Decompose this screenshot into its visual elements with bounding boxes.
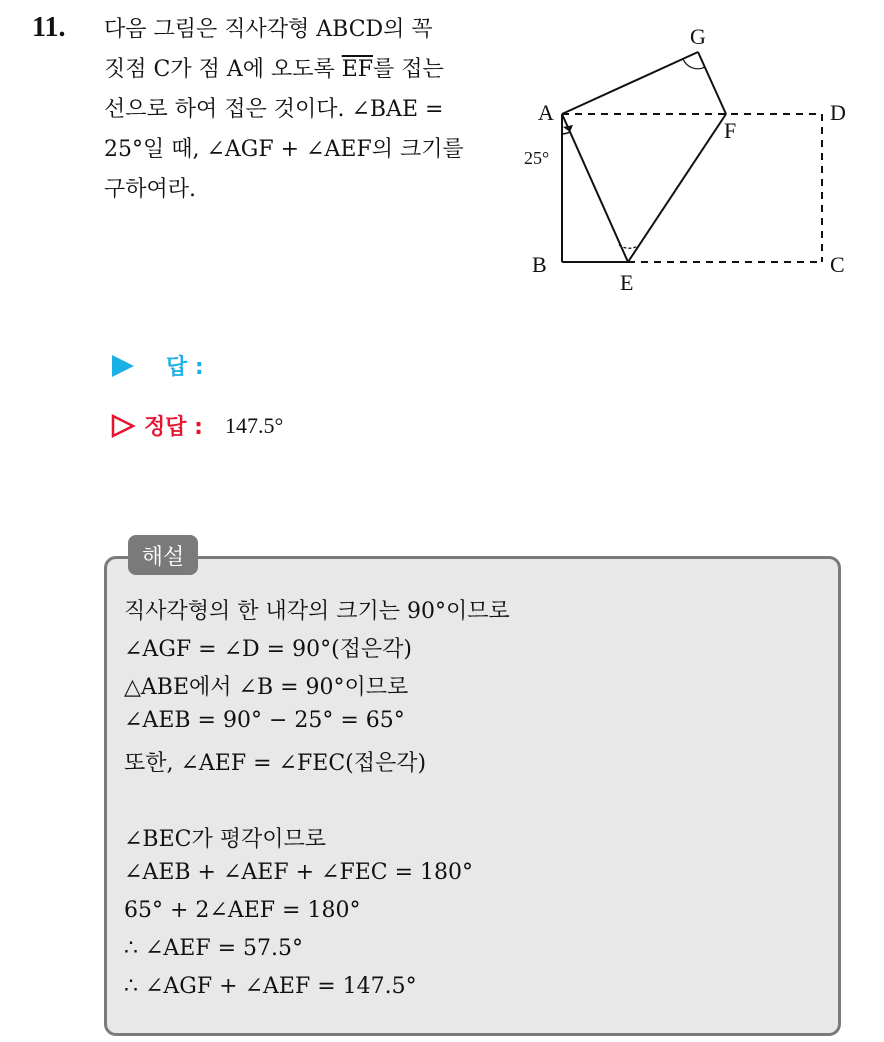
label-d: D [830,100,846,125]
solution-line-9: 65° + 2∠AEF = 180° [124,898,361,923]
solution-line-4: ∠AEB = 90° − 25° = 65° [124,708,405,733]
angle-arrow-icon [563,125,573,132]
solution-line-10: ∴ ∠AEF = 57.5° [124,936,304,961]
correct-answer-value: 147.5° [224,412,284,438]
label-f: F [724,118,737,143]
question-text-line-3: 선으로 하여 접은 것이다. ∠BAE = [104,97,444,122]
segment-ef: $\overline{EF}$ [341,57,374,82]
question-text-line-2-tail: 를 접는 [373,57,444,82]
solution-line-7: ∠BEC가 평각이므로 [124,827,326,852]
segment-ae [562,114,628,262]
question-text-line-5: 구하여라. [104,177,197,202]
question-text-line-2 [104,52,444,83]
question-text-line-1: 다음 그림은 직사각형 ABCD의 꼭 [104,17,433,42]
label-a: A [538,100,554,125]
solution-line-5: 또한, ∠AEF = ∠FEC(접은각) [124,751,427,776]
answer-row [110,350,204,381]
question-text-line-2-head: 짓점 C가 점 A에 오도록 [104,57,342,82]
angle-bae-mark [562,132,570,134]
solution-line-8: ∠AEB + ∠AEF + ∠FEC = 180° [124,860,474,885]
label-angle-25: 25° [524,148,550,168]
segment-ef-fold [628,114,726,262]
label-c: C [830,252,845,277]
question-text-line-4: 25°일 때, ∠AGF + ∠AEF의 크기를 [104,137,464,162]
segment-ag [562,52,698,114]
solution-line-1: 직사각형의 한 내각의 크기는 90°이므로 [124,599,510,624]
outline-triangle-icon [110,413,136,439]
play-triangle-icon [110,353,136,379]
solution-box [104,556,841,1036]
segment-gf [698,52,726,114]
solution-tag: 해설 [128,535,198,575]
label-e: E [620,270,634,295]
answer-label: 답 : [166,355,204,380]
correct-answer-row [110,410,283,441]
solution-line-2: ∠AGF = ∠D = 90°(접은각) [124,637,412,662]
solution-line-11: ∴ ∠AGF + ∠AEF = 147.5° [124,974,417,999]
question-number: 11. [32,12,66,43]
solution-line-3: △ABE에서 ∠B = 90°이므로 [124,675,409,700]
label-b: B [532,252,547,277]
correct-answer-label: 정답 : [144,415,203,440]
geometry-figure [500,10,870,300]
label-g: G [690,24,706,49]
